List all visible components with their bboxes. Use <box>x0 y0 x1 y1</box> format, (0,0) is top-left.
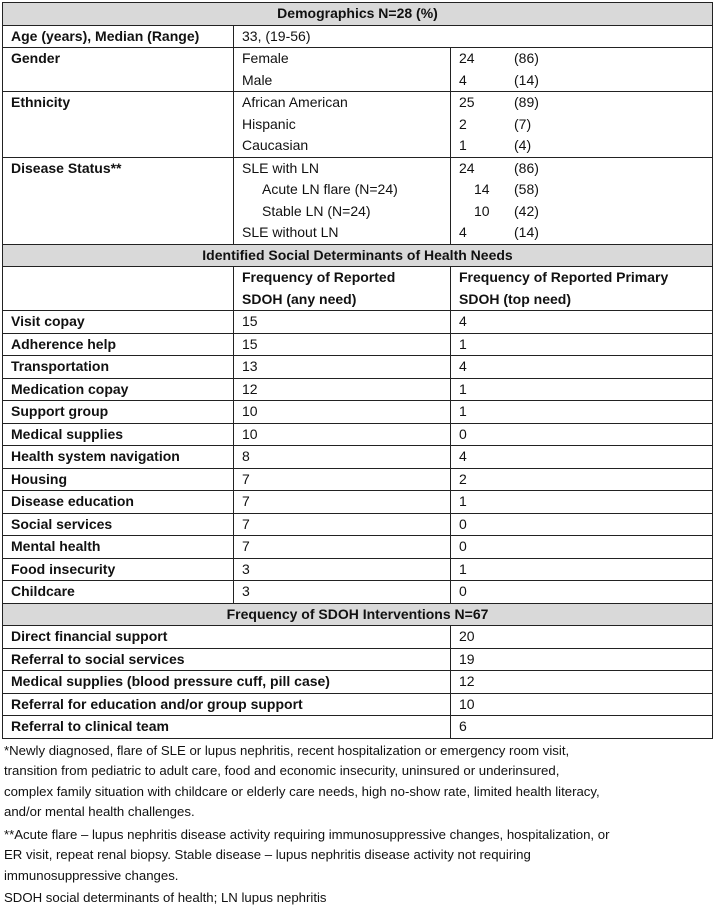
any-need-count: 10 <box>234 423 451 446</box>
percent: (7) <box>514 115 532 132</box>
need-name: Adherence help <box>3 333 234 356</box>
table-row <box>3 423 713 446</box>
count: 14 <box>474 181 490 197</box>
section-header-sdoh: Identified Social Determinants of Health Needs <box>3 244 713 267</box>
table-row <box>3 716 713 739</box>
table-row <box>3 671 713 694</box>
footnote-line: ER visit, repeat renal biopsy. Stable disease – lupus nephritis disease activity not requiring <box>4 847 531 862</box>
primary-need-count: 0 <box>451 581 713 604</box>
primary-need-count: 1 <box>451 333 713 356</box>
primary-need-count: 4 <box>451 446 713 469</box>
need-name: Transportation <box>3 356 234 379</box>
category <box>242 179 442 201</box>
table-row <box>3 536 713 559</box>
need-name: Medication copay <box>3 378 234 401</box>
count: 24 <box>459 159 475 176</box>
category-name: African American <box>242 94 348 110</box>
need-name: Disease education <box>3 491 234 514</box>
category-name: Caucasian <box>242 137 309 153</box>
footnote <box>4 741 712 823</box>
table-row <box>3 581 713 604</box>
intervention-name: Referral to social services <box>3 648 451 671</box>
category <box>242 222 442 244</box>
primary-need-count: 1 <box>451 378 713 401</box>
category-value <box>459 48 704 70</box>
need-name: Visit copay <box>3 311 234 334</box>
category-value <box>459 158 704 180</box>
column-header-col-any <box>234 267 451 311</box>
table-row <box>3 693 713 716</box>
table-row <box>3 558 713 581</box>
footnote-line: SDOH social determinants of health; LN lupus nephritis <box>4 890 327 905</box>
primary-need-count: 1 <box>451 491 713 514</box>
table-row <box>3 603 713 626</box>
group-values <box>451 92 713 158</box>
category <box>242 114 442 136</box>
any-need-count: 15 <box>234 333 451 356</box>
percent: (42) <box>514 202 539 219</box>
percent: (14) <box>514 224 539 240</box>
table-row <box>3 157 713 244</box>
any-need-count: 8 <box>234 446 451 469</box>
category-value <box>459 135 704 157</box>
table-row <box>3 48 713 92</box>
group-categories <box>234 92 451 158</box>
count: 24 <box>459 50 475 66</box>
intervention-count: 12 <box>451 671 713 694</box>
group-label: Ethnicity <box>3 92 234 158</box>
category-name: Hispanic <box>242 115 296 132</box>
category-value <box>459 70 704 92</box>
need-name: Medical supplies <box>3 423 234 446</box>
group-categories <box>234 48 451 92</box>
table-row <box>3 491 713 514</box>
results-table <box>2 2 713 739</box>
footnote <box>4 825 712 887</box>
group-values <box>451 48 713 92</box>
intervention-name: Medical supplies (blood pressure cuff, pill case) <box>3 671 451 694</box>
count: 4 <box>459 224 467 240</box>
footnote-line: transition from pediatric to adult care, food and economic insecurity, uninsured or underinsured, <box>4 763 560 778</box>
table-row <box>3 25 713 48</box>
age-label: Age (years), Median (Range) <box>3 25 234 48</box>
group-values <box>451 157 713 244</box>
any-need-count: 3 <box>234 581 451 604</box>
category-name: Male <box>242 71 273 88</box>
any-need-count: 15 <box>234 311 451 334</box>
category <box>242 158 442 180</box>
need-name: Food insecurity <box>3 558 234 581</box>
need-name: Housing <box>3 468 234 491</box>
percent: (89) <box>514 94 539 110</box>
footnote <box>4 888 712 909</box>
primary-need-count: 0 <box>451 536 713 559</box>
intervention-count: 20 <box>451 626 713 649</box>
category-value <box>459 92 704 114</box>
primary-need-count: 2 <box>451 468 713 491</box>
category-name: Female <box>242 50 289 66</box>
footnote-line: **Acute flare – lupus nephritis disease activity requiring immunosuppressive changes, hospitalization, or <box>4 826 610 842</box>
count: 10 <box>474 202 490 219</box>
need-name: Support group <box>3 401 234 424</box>
any-need-count: 7 <box>234 468 451 491</box>
footnote-line: complex family situation with childcare or elderly care needs, high no-show rate, limited health literacy, <box>4 783 600 799</box>
any-need-count: 12 <box>234 378 451 401</box>
category-name: Stable LN (N=24) <box>262 202 371 219</box>
header-line: Frequency of Reported <box>242 269 396 285</box>
column-header-col-primary <box>451 267 713 311</box>
table-row <box>3 356 713 379</box>
any-need-count: 7 <box>234 536 451 559</box>
table-row <box>3 3 713 26</box>
intervention-name: Direct financial support <box>3 626 451 649</box>
primary-need-count: 0 <box>451 423 713 446</box>
table-row <box>3 401 713 424</box>
table-row <box>3 311 713 334</box>
count: 4 <box>459 71 467 88</box>
need-name: Mental health <box>3 536 234 559</box>
group-label: Disease Status** <box>3 157 234 244</box>
primary-need-count: 4 <box>451 356 713 379</box>
category <box>242 92 442 114</box>
age-value: 33, (19-56) <box>234 25 713 48</box>
category-name: SLE with LN <box>242 159 320 176</box>
footnote-line: and/or mental health challenges. <box>4 804 195 819</box>
header-line: SDOH (any need) <box>242 290 357 307</box>
count: 1 <box>459 137 467 153</box>
footnotes <box>4 741 712 909</box>
need-name: Social services <box>3 513 234 536</box>
header-line: SDOH (top need) <box>459 290 571 307</box>
table-row <box>3 333 713 356</box>
section-header-interventions: Frequency of SDOH Interventions N=67 <box>3 603 713 626</box>
any-need-count: 7 <box>234 513 451 536</box>
empty-header-cell <box>3 267 234 311</box>
category <box>242 135 442 157</box>
footnote-line: immunosuppressive changes. <box>4 867 179 883</box>
table-row <box>3 92 713 158</box>
percent: (86) <box>514 50 539 66</box>
category-value <box>459 179 704 201</box>
table-row <box>3 244 713 267</box>
category-name: SLE without LN <box>242 224 339 240</box>
percent: (86) <box>514 159 539 176</box>
percent: (4) <box>514 137 532 153</box>
table-row <box>3 378 713 401</box>
footnote-line: *Newly diagnosed, flare of SLE or lupus nephritis, recent hospitalization or emergency room visit, <box>4 742 570 758</box>
primary-need-count: 1 <box>451 558 713 581</box>
percent: (58) <box>514 181 539 197</box>
category-name: Acute LN flare (N=24) <box>262 181 398 197</box>
category-value <box>459 222 704 244</box>
primary-need-count: 0 <box>451 513 713 536</box>
category <box>242 201 442 223</box>
intervention-name: Referral to clinical team <box>3 716 451 739</box>
category <box>242 48 442 70</box>
any-need-count: 3 <box>234 558 451 581</box>
need-name: Health system navigation <box>3 446 234 469</box>
any-need-count: 13 <box>234 356 451 379</box>
intervention-count: 6 <box>451 716 713 739</box>
intervention-count: 19 <box>451 648 713 671</box>
table-row <box>3 468 713 491</box>
percent: (14) <box>514 71 539 88</box>
primary-need-count: 4 <box>451 311 713 334</box>
count: 25 <box>459 94 475 110</box>
count: 2 <box>459 115 467 132</box>
intervention-name: Referral for education and/or group support <box>3 693 451 716</box>
section-header-demographics: Demographics N=28 (%) <box>3 3 713 26</box>
header-line: Frequency of Reported Primary <box>459 269 669 285</box>
table-row <box>3 267 713 311</box>
table-row <box>3 648 713 671</box>
any-need-count: 7 <box>234 491 451 514</box>
need-name: Childcare <box>3 581 234 604</box>
group-label: Gender <box>3 48 234 92</box>
intervention-count: 10 <box>451 693 713 716</box>
category-value <box>459 201 704 223</box>
category <box>242 70 442 92</box>
table-row <box>3 626 713 649</box>
group-categories <box>234 157 451 244</box>
table-row <box>3 446 713 469</box>
any-need-count: 10 <box>234 401 451 424</box>
category-value <box>459 114 704 136</box>
primary-need-count: 1 <box>451 401 713 424</box>
table-row <box>3 513 713 536</box>
